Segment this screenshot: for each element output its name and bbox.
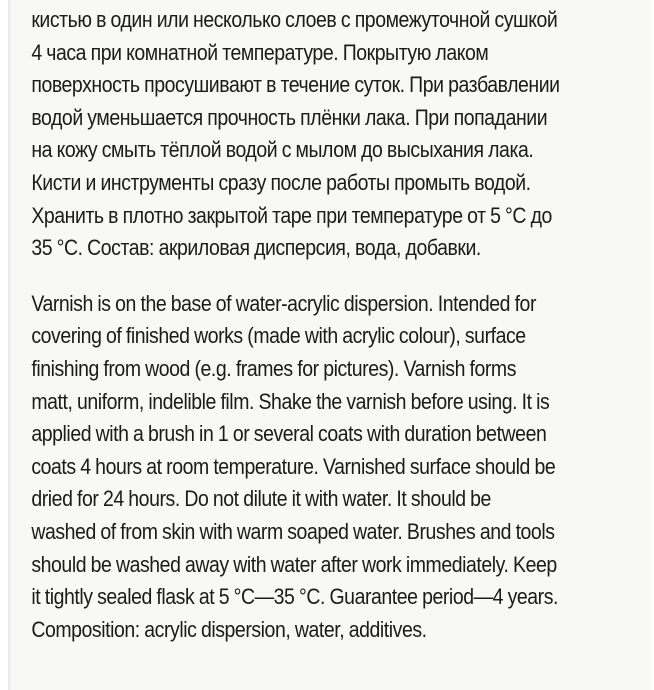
text-line: dried for 24 hours. Do not dilute it with water. It should be xyxy=(31,486,491,512)
text-line: covering of finished works (made with acrylic colour), surface xyxy=(31,323,526,349)
text-line: Composition: acrylic dispersion, water, additives. xyxy=(31,616,427,642)
english-paragraph xyxy=(31,288,637,647)
text-line: matt, uniform, indelible film. Shake the varnish before using. It is xyxy=(31,388,550,414)
text-line: на кожу смыть тёплой водой с мылом до высыхания лака. xyxy=(31,137,534,163)
text-line: it tightly sealed flask at 5 °C—35 °C. Guarantee period—4 years. xyxy=(31,584,558,610)
paragraph-gap xyxy=(31,265,637,288)
text-line: should be washed away with water after work immediately. Keep xyxy=(31,551,557,577)
text-line: кистью в один или несколько слоев с промежуточной сушкой xyxy=(31,7,558,32)
russian-paragraph xyxy=(31,4,637,265)
text-line: finishing from wood (e.g. frames for pictures). Varnish forms xyxy=(31,355,517,381)
text-line: coats 4 hours at room temperature. Varnished surface should be xyxy=(31,453,556,479)
text-line: Кисти и инструменты сразу после работы промыть водой. xyxy=(31,169,531,195)
text-line: 4 часа при комнатной температуре. Покрытую лаком xyxy=(31,39,489,65)
label-text-block xyxy=(8,0,652,690)
text-line: Хранить в плотно закрытой таре при температуре от 5 °С до xyxy=(31,202,552,228)
text-line: 35 °С. Состав: акриловая дисперсия, вода, добавки. xyxy=(31,235,481,261)
text-line: Varnish is on the base of water-acrylic dispersion. Intended for xyxy=(31,290,537,316)
text-line: поверхность просушивают в течение суток. При разбавлении xyxy=(31,72,560,98)
text-line: водой уменьшается прочность плёнки лака. При попадании xyxy=(31,104,548,130)
text-line: applied with a brush in 1 or several coats with duration between xyxy=(31,421,547,447)
text-line: washed of from skin with warm soaped water. Brushes and tools xyxy=(31,518,555,544)
